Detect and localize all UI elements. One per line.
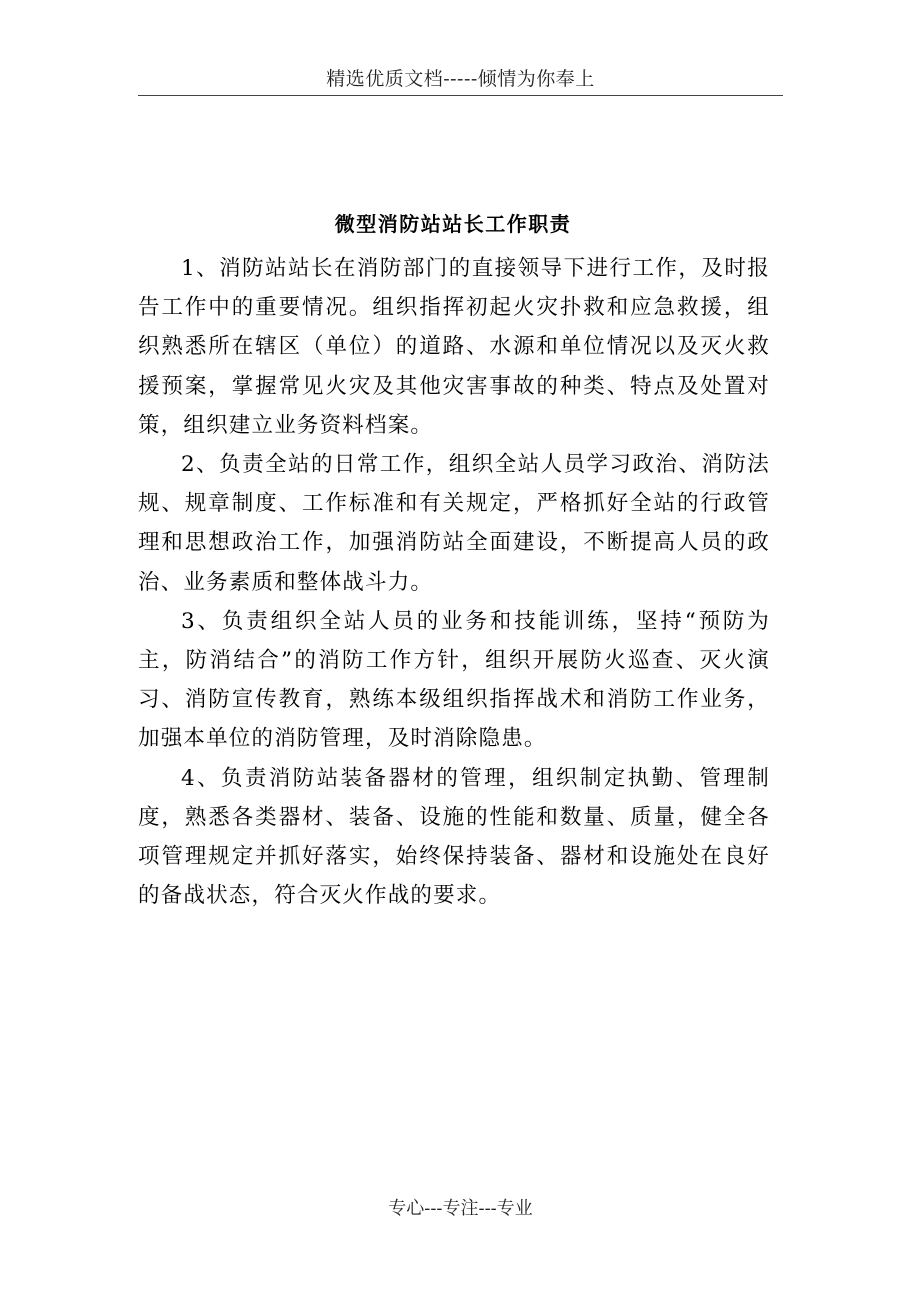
page-footer: 专心---专注---专业 xyxy=(388,1198,533,1219)
paragraph-2: 2、负责全站的日常工作，组织全站人员学习政治、消防法规、规章制度、工作标准和有关规定，严格抓好全站的行政管理和思想政治工作，加强消防站全面建设，不断提高人员的政治、业务素质和整体战斗力。 xyxy=(138,452,770,595)
document-body xyxy=(138,249,770,915)
document-title: 微型消防站站长工作职责 xyxy=(334,212,572,236)
page-header: 精选优质文档-----倾情为你奉上 xyxy=(326,68,595,90)
header-divider xyxy=(138,95,783,96)
paragraph-4: 4、负责消防站装备器材的管理，组织制定执勤、管理制度，熟悉各类器材、装备、设施的性能和数量、质量，健全各项管理规定并抓好落实，始终保持装备、器材和设施处在良好的备战状态，符合灭火作战的要求。 xyxy=(138,765,770,909)
paragraph-3: 3、负责组织全站人员的业务和技能训练，坚持“预防为主，防消结合”的消防工作方针，组织开展防火巡查、灭火演习、消防宣传教育，熟练本级组织指挥战术和消防工作业务，加强本单位的消防管理，及时消除隐患。 xyxy=(138,608,770,752)
paragraph-1: 1、消防站站长在消防部门的直接领导下进行工作，及时报告工作中的重要情况。组织指挥初起火灾扑救和应急救援，组织熟悉所在辖区（单位）的道路、水源和单位情况以及灭火救援预案，掌握常见火灾及其他灾害事故的种类、特点及处置对策，组织建立业务资料档案。 xyxy=(138,256,770,438)
